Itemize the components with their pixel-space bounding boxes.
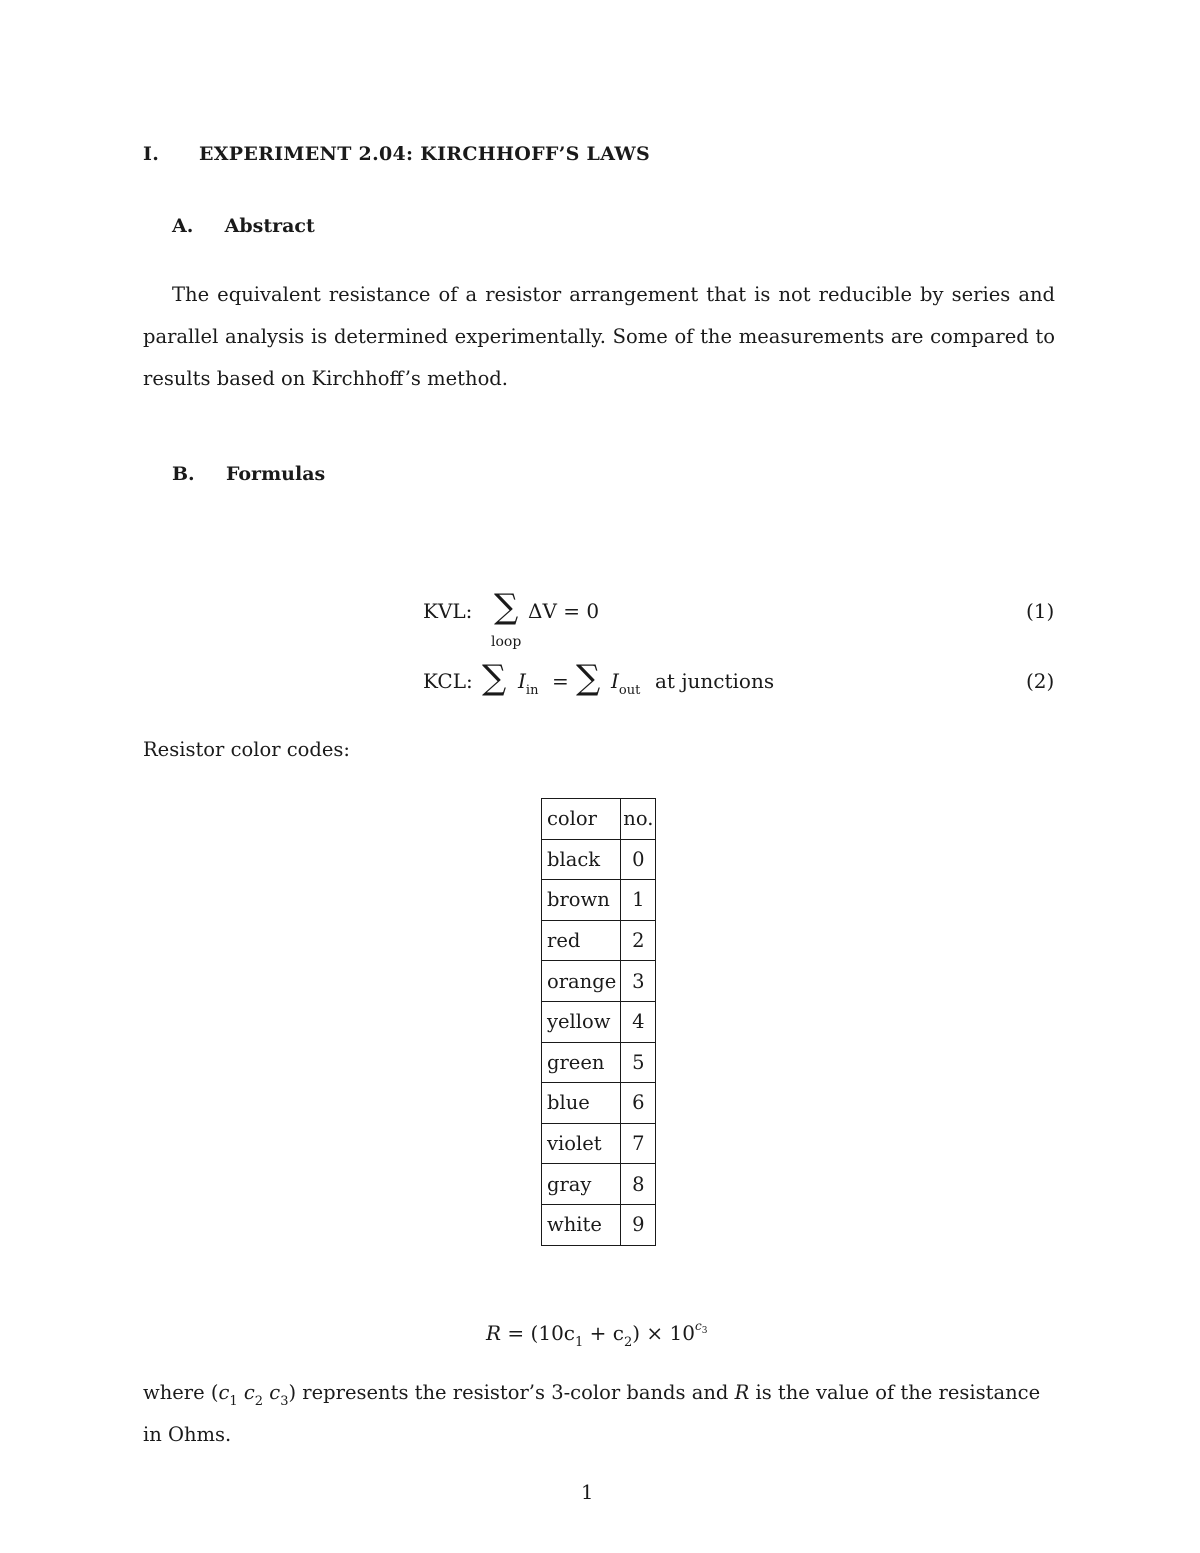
color-cell: yellow (542, 1001, 621, 1042)
summation-icon: ∑ (482, 658, 507, 698)
where-text: where ($c_1$ $c_2$ $c_3$) represents the resistor’s 3-color bands and R is the value of the resistance (143, 1381, 1041, 1409)
kcl-out-term: $I_{out}$ (611, 669, 641, 698)
table-row (542, 1042, 656, 1083)
kcl-equals: = (552, 669, 569, 693)
equation-number-1: (1) (1026, 599, 1055, 623)
abstract-label: A. (172, 215, 194, 237)
table-row (542, 839, 656, 880)
where-text-line2: in Ohms. (143, 1423, 232, 1446)
equation-number-2: (2) (1026, 669, 1055, 693)
table-row (542, 961, 656, 1002)
color-codes-label: Resistor color codes: (143, 738, 350, 761)
color-cell: green (542, 1042, 621, 1083)
number-cell: 2 (621, 920, 656, 961)
color-cell: white (542, 1204, 621, 1245)
color-cell: violet (542, 1123, 621, 1164)
section-title: EXPERIMENT 2.04: KIRCHHOFF’S LAWS (198, 143, 650, 165)
abstract-title: Abstract (224, 215, 315, 237)
table-row (542, 1204, 656, 1245)
equation-kvl (423, 599, 472, 623)
formulas-title: Formulas (225, 463, 326, 485)
abstract-heading (172, 215, 315, 237)
kcl-suffix: at junctions (655, 669, 775, 693)
number-cell: 0 (621, 839, 656, 880)
summation-icon: ∑ (494, 587, 519, 627)
color-cell: brown (542, 880, 621, 921)
kvl-prefix: KVL: (423, 599, 473, 623)
page-number: 1 (581, 1481, 594, 1504)
number-cell: 3 (621, 961, 656, 1002)
color-cell: black (542, 839, 621, 880)
section-number: I. (143, 143, 160, 165)
formulas-label: B. (172, 463, 195, 485)
table-row (542, 1164, 656, 1205)
table-row (542, 1123, 656, 1164)
number-cell: 1 (621, 880, 656, 921)
color-cell: red (542, 920, 621, 961)
abstract-text: The equivalent resistance of a resistor arrangement that is not reducible by series and parallel analysis is determined experimentally. Some of the measurements are compared to results based on Kirchhoff’s method. (143, 283, 1055, 390)
kcl-in-term: $I_{in}$ (518, 669, 539, 698)
kvl-sum-subscript: loop (491, 634, 522, 650)
number-cell: 8 (621, 1164, 656, 1205)
number-cell: 4 (621, 1001, 656, 1042)
color-cell: orange (542, 961, 621, 1002)
table-row (542, 880, 656, 921)
color-cell: blue (542, 1083, 621, 1124)
table-header-row (542, 799, 656, 840)
resistance-formula: $R = (10c_1 + c_2) \times 10^{c3}$ (486, 1319, 708, 1350)
header-number: no. (621, 799, 656, 840)
header-color: color (542, 799, 621, 840)
number-cell: 7 (621, 1123, 656, 1164)
formulas-heading (172, 463, 325, 485)
color-code-table (541, 798, 656, 1246)
kcl-prefix: KCL: (423, 669, 473, 693)
section-heading (143, 143, 650, 165)
number-cell: 6 (621, 1083, 656, 1124)
number-cell: 9 (621, 1204, 656, 1245)
number-cell: 5 (621, 1042, 656, 1083)
table-row (542, 920, 656, 961)
table-row (542, 1001, 656, 1042)
table-row (542, 1083, 656, 1124)
color-cell: gray (542, 1164, 621, 1205)
kvl-body: ΔV = 0 (528, 599, 600, 623)
summation-icon: ∑ (576, 658, 601, 698)
